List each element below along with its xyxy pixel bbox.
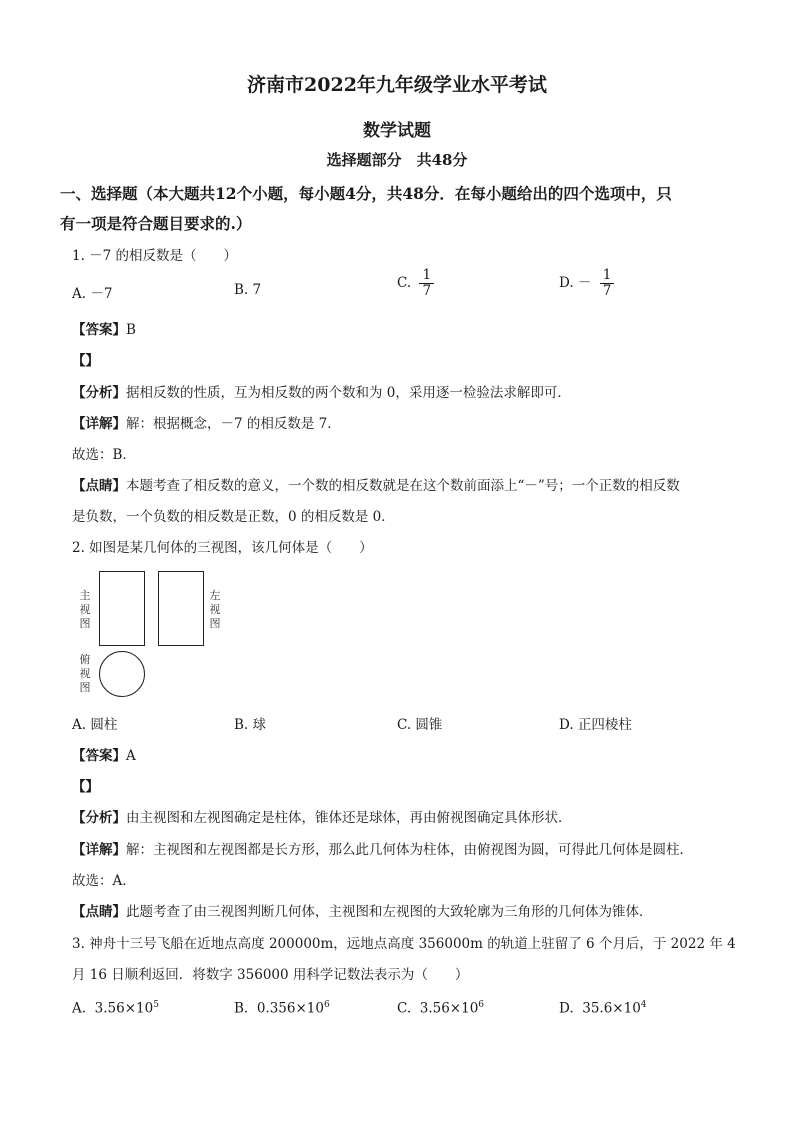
- q1-comment-tag: 【点睛】: [72, 478, 126, 494]
- q1-option-d-numerator: 1: [600, 268, 615, 284]
- q1-detail-tag: 【详解】: [72, 416, 126, 432]
- q2-option-c: C. 圆锥: [397, 717, 443, 733]
- q3-option-d-label: D.: [559, 1000, 574, 1017]
- q1-analysis: [72, 381, 571, 401]
- q3-option-b-base: 0.356×10: [256, 1000, 324, 1017]
- q1-blank-tag: 【】: [72, 353, 99, 369]
- q1-detail-text: 解：根据概念，－7 的相反数是 7．: [126, 416, 341, 432]
- top-view-label-char: 俯: [79, 653, 91, 666]
- q1-option-d-denominator: 7: [602, 282, 612, 299]
- q2-analysis: [72, 806, 572, 826]
- left-view-label-char: 视: [209, 603, 221, 616]
- top-view-label-char: 视: [79, 667, 91, 680]
- q1-comment-line1: [72, 474, 680, 494]
- q2-option-a: A. 圆柱: [72, 717, 118, 733]
- q1-option-c-label: C.: [397, 274, 412, 291]
- q3-option-a: [72, 1000, 159, 1017]
- q1-analysis-tag: 【分析】: [72, 385, 126, 401]
- q2-comment-tag: 【点睛】: [72, 904, 126, 920]
- q1-option-d-label: D. －: [559, 274, 592, 291]
- q1-comment-text1: 本题考查了相反数的意义，一个数的相反数就是在这个数前面添上“－”号；一个正数的相反数: [126, 478, 680, 494]
- front-view-label-char: 图: [79, 617, 91, 630]
- q3-stem-line2: 月 16 日顺利返回．将数字 356000 用科学记数法表示为（ ）: [72, 967, 469, 983]
- q2-answer: [72, 744, 136, 764]
- left-view-label-char: 左: [209, 589, 221, 602]
- q2-detail-text: 解：主视图和左视图都是长方形，那么此几何体为柱体，由俯视图为圆，可得此几何体是圆柱．: [126, 842, 693, 858]
- page-title: 济南市2022年九年级学业水平考试: [247, 74, 547, 96]
- q3-option-a-base: 3.56×10: [94, 1000, 154, 1017]
- q1-comment-line2: 是负数，一个负数的相反数是正数，0 的相反数是 0．: [72, 509, 395, 525]
- q3-option-d: [559, 1000, 647, 1017]
- q2-detail: [72, 838, 693, 858]
- q2-option-b: B. 球: [234, 717, 267, 733]
- q1-answer-tag: 【答案】: [72, 322, 126, 338]
- q3-option-c-label: C.: [397, 1000, 412, 1017]
- top-view-label-char: 图: [79, 681, 91, 694]
- left-view-label: [208, 589, 222, 631]
- q3-option-c-base: 3.56×10: [419, 1000, 479, 1017]
- q2-answer-tag: 【答案】: [72, 748, 126, 764]
- q1-option-c-denominator: 7: [422, 282, 432, 299]
- q1-option-a: A. －7: [72, 286, 113, 302]
- q2-stem: 2. 如图是某几何体的三视图，该几何体是（ ）: [72, 540, 373, 556]
- front-view-label-char: 主: [79, 589, 91, 602]
- q3-option-c-exponent: 6: [478, 1000, 485, 1010]
- q2-analysis-text: 由主视图和左视图确定是柱体，锥体还是球体，再由俯视图确定具体形状．: [126, 810, 572, 826]
- q3-option-a-label: A.: [72, 1000, 87, 1017]
- q1-option-c: [397, 268, 434, 299]
- q3-option-d-base: 35.6×10: [582, 1000, 641, 1017]
- left-view-label-char: 图: [209, 617, 221, 630]
- q2-choose: 故选：A．: [72, 873, 136, 889]
- q1-choose: 故选：B．: [72, 447, 136, 463]
- q3-option-b-label: B.: [234, 1000, 249, 1017]
- q2-detail-tag: 【详解】: [72, 842, 126, 858]
- q2-blank-tag: 【】: [72, 779, 99, 795]
- q3-option-b-exponent: 6: [323, 1000, 330, 1010]
- q1-detail: [72, 412, 341, 432]
- left-view-rectangle: [158, 571, 204, 646]
- q1-option-b: B. 7: [234, 282, 262, 298]
- q3-option-a-exponent: 5: [153, 1000, 159, 1010]
- q2-analysis-tag: 【分析】: [72, 810, 126, 826]
- q2-option-d: D. 正四棱柱: [559, 717, 632, 733]
- section-heading-line2: 有一项是符合题目要求的.）: [60, 214, 252, 233]
- q2-comment: [72, 900, 653, 920]
- q1-option-d-fraction: [600, 268, 615, 299]
- top-view-label: [78, 653, 92, 695]
- front-view-label: [78, 589, 92, 631]
- q1-answer-value: B: [126, 322, 136, 338]
- part-heading: 选择题部分 共48分: [326, 151, 468, 169]
- q1-option-d: [559, 268, 614, 299]
- q3-option-c: [397, 1000, 484, 1017]
- q1-answer: [72, 318, 136, 338]
- page-subtitle: 数学试题: [363, 121, 431, 141]
- q2-comment-text: 此题考查了由三视图判断几何体，主视图和左视图的大致轮廓为三角形的几何体为锥体．: [126, 904, 653, 920]
- top-view-circle: [99, 651, 145, 697]
- q3-option-b: [234, 1000, 330, 1017]
- q1-option-c-fraction: [419, 268, 434, 299]
- q1-stem: 1. －7 的相反数是（ ）: [72, 248, 238, 264]
- q1-analysis-text: 据相反数的性质，互为相反数的两个数和为 0，采用逐一检验法求解即可．: [126, 385, 571, 401]
- q1-option-c-numerator: 1: [419, 268, 434, 284]
- q2-answer-value: A: [126, 748, 136, 764]
- front-view-rectangle: [99, 571, 145, 646]
- q3-option-d-exponent: 4: [640, 1000, 647, 1010]
- q3-stem-line1: 3. 神舟十三号飞船在近地点高度 200000m，远地点高度 356000m 的轨道上驻留了 6 个月后，于 2022 年 4: [72, 936, 736, 952]
- front-view-label-char: 视: [79, 603, 91, 616]
- section-heading-line1: 一、选择题（本大题共12个小题，每小题4分，共48分．在每小题给出的四个选项中，只: [60, 184, 672, 203]
